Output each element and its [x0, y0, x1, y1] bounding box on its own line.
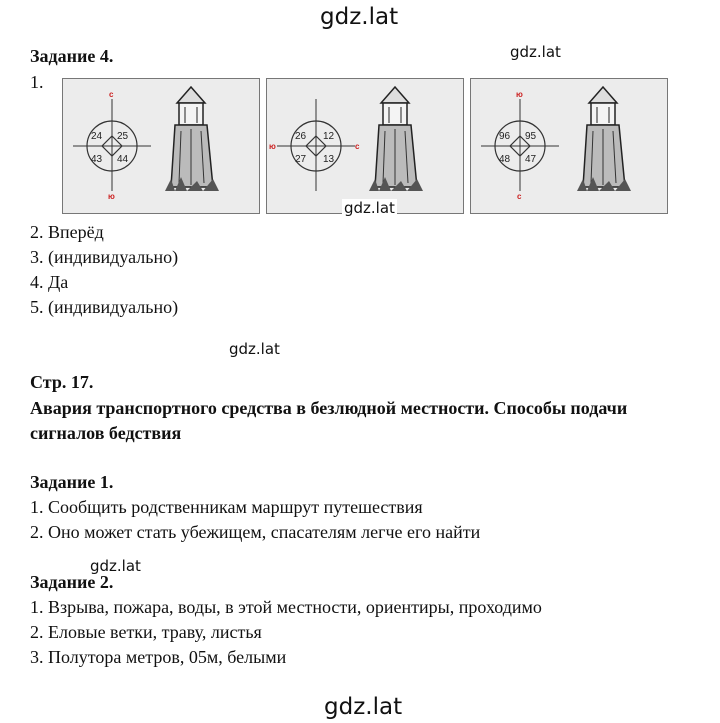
task2-item-1: 1. Взрыва, пожара, воды, в этой местности, ориентиры, проходимо [30, 597, 542, 617]
cell-bl: 43 [91, 154, 103, 165]
task1-item-2: 2. Оно может стать убежищем, спасателям легче его найти [30, 522, 481, 542]
section-title-line1: Авария транспортного средства в безлюдной местности. Способы подачи [30, 398, 628, 418]
dir-left: ю [269, 142, 276, 151]
task1-heading: Задание 1. [30, 472, 114, 492]
watermark-bottom: gdz.lat [324, 694, 403, 720]
dir-top: ю [516, 90, 523, 99]
cell-bl: 27 [295, 154, 307, 165]
task4-item-2: 2. Вперёд [30, 222, 104, 242]
dir-right: с [355, 142, 360, 151]
section-title-line2: сигналов бедствия [30, 423, 182, 443]
cell-tr: 95 [525, 131, 537, 142]
compass-diagram-2 [269, 99, 360, 191]
orientation-panel-2 [266, 78, 464, 214]
cell-br: 47 [525, 154, 537, 165]
orientation-panel-3 [470, 78, 668, 214]
task2-item-3: 3. Полутора метров, 05м, белыми [30, 647, 287, 667]
cell-tl: 96 [499, 131, 511, 142]
post-drawing-2 [369, 87, 423, 191]
task4-item1-label: 1. [30, 72, 44, 92]
task2-heading: Задание 2. [30, 572, 114, 592]
page-label: Стр. 17. [30, 372, 94, 392]
cell-tl: 24 [91, 131, 103, 142]
watermark-middle: gdz.lat [229, 340, 280, 358]
cell-tr: 12 [323, 131, 335, 142]
cell-br: 13 [323, 154, 335, 165]
cell-tr: 25 [117, 131, 129, 142]
watermark-left: gdz.lat [90, 557, 141, 575]
task4-item-4: 4. Да [30, 272, 69, 292]
task4-heading: Задание 4. [30, 46, 114, 66]
dir-bottom: ю [108, 192, 115, 201]
dir-bottom: с [517, 192, 522, 201]
orientation-panel-1 [62, 78, 260, 214]
watermark-panel: gdz.lat [344, 199, 395, 217]
cell-tl: 26 [295, 131, 307, 142]
task1-item-1: 1. Сообщить родственникам маршрут путешествия [30, 497, 423, 517]
post-drawing-3 [577, 87, 631, 191]
compass-diagram-3 [481, 90, 559, 201]
compass-diagram-1 [73, 90, 151, 201]
dir-top: с [109, 90, 114, 99]
watermark-right: gdz.lat [510, 43, 561, 61]
task2-item-2: 2. Еловые ветки, траву, листья [30, 622, 262, 642]
post-drawing-1 [165, 87, 219, 191]
task4-item-5: 5. (индивидуально) [30, 297, 179, 317]
watermark-top: gdz.lat [320, 4, 399, 30]
cell-bl: 48 [499, 154, 511, 165]
task4-item-3: 3. (индивидуально) [30, 247, 179, 267]
cell-br: 44 [117, 154, 129, 165]
